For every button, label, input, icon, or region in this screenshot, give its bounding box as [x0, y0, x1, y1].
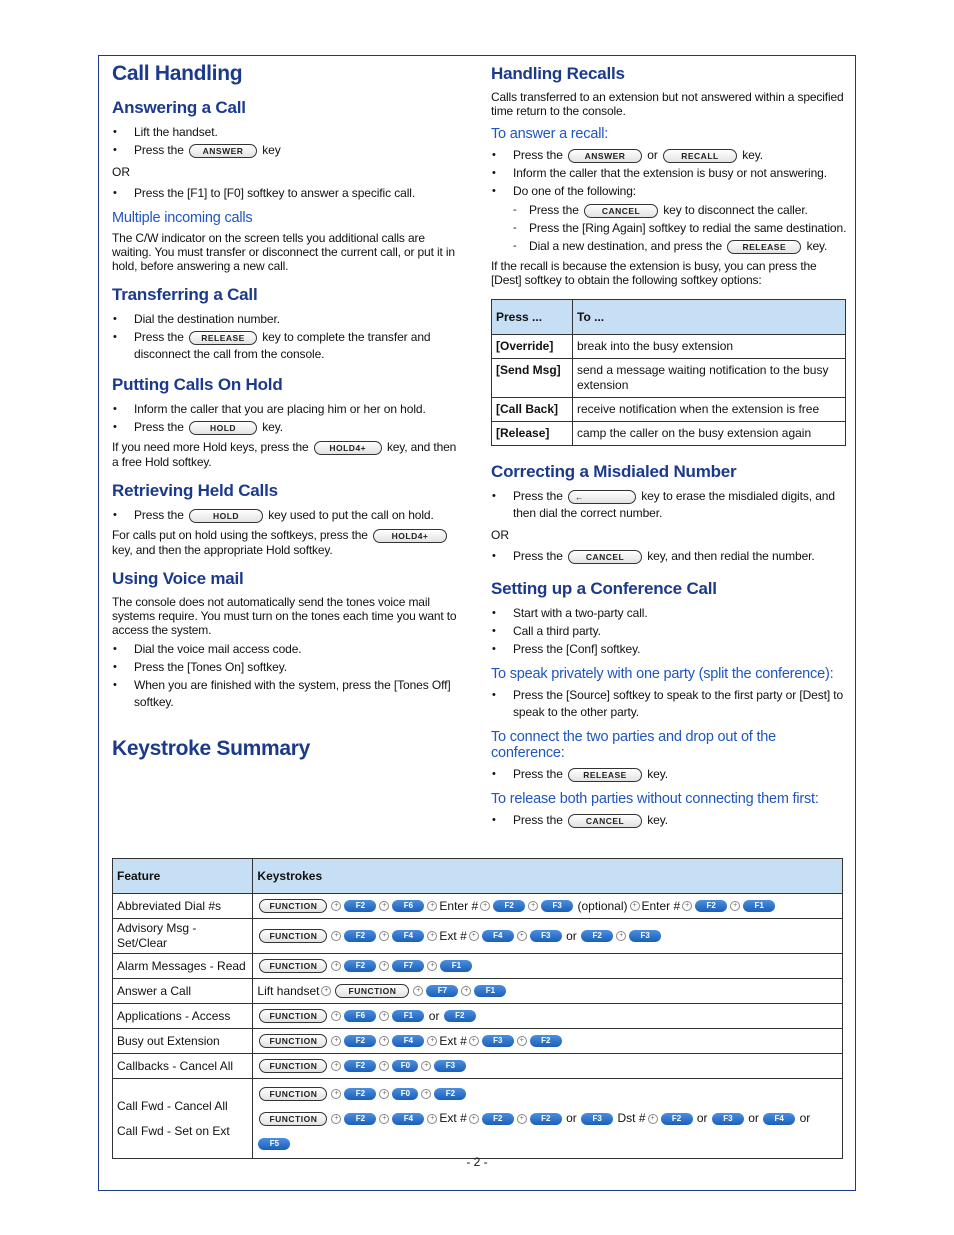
- table-row: Alarm Messages - Read FUNCTION + F2 + F7 + F1: [113, 954, 843, 979]
- keystroke-table: [112, 858, 843, 1159]
- transfer-heading: Transferring a Call: [112, 285, 258, 304]
- list-item: • Press the ANSWER key: [112, 142, 464, 159]
- left-column: [112, 62, 464, 773]
- list-item: • Dial the destination number.: [112, 311, 464, 328]
- table-row: [Release] camp the caller on the busy extension again: [492, 422, 846, 446]
- recalls-busy-text: If the recall is because the extension is busy, you can press the [Dest] softkey to obtain the following softkey options:: [491, 259, 817, 287]
- cancel-key: CANCEL: [584, 204, 658, 218]
- hold4-key: HOLD4+: [314, 441, 382, 455]
- list-item: • Do one of the following:: [491, 183, 847, 200]
- list-item: • Inform the caller that you are placing him or her on hold.: [112, 401, 464, 418]
- multiple-text: The C/W indicator on the screen tells you additional calls are waiting. You must transfer or disconnect the current call, or put it in hold, before answering a new call.: [112, 231, 455, 273]
- list-item: - Press the CANCEL key to disconnect the caller.: [511, 202, 847, 219]
- recalls-heading: Handling Recalls: [491, 64, 625, 83]
- page-title: Call Handling: [112, 62, 243, 85]
- misdial-heading: Correcting a Misdialed Number: [491, 462, 737, 481]
- answer-key: ANSWER: [189, 144, 257, 158]
- list-item: • Start with a two-party call.: [491, 605, 847, 622]
- list-item: • When you are finished with the system, press the [Tones Off] softkey.: [112, 677, 464, 711]
- table-row: Callbacks - Cancel All FUNCTION + F2 + F0 + F3: [113, 1054, 843, 1079]
- list-item: • Press the [Tones On] softkey.: [112, 659, 464, 676]
- list-item: • Press the HOLD key used to put the call on hold.: [112, 507, 464, 524]
- table-row: Call Fwd - Cancel All Call Fwd - Set on Ext FUNCTION + F2 + F0 + F2 FUNCTION + F2 + F4 + Ext # + F2 + F2 or F3 Dst # + F2 or F3 or F4 or F5: [113, 1079, 843, 1159]
- recall-key: RECALL: [663, 149, 737, 163]
- table-header: Feature: [113, 859, 253, 894]
- list-item: • Press the [F1] to [F0] softkey to answer a specific call.: [112, 185, 464, 202]
- hold-text: If you need more Hold keys, press the HOLD4+ key, and then a free Hold softkey.: [112, 440, 457, 469]
- multiple-heading: Multiple incoming calls: [112, 210, 253, 226]
- release-key: RELEASE: [189, 331, 257, 345]
- table-row: Applications - Access FUNCTION + F6 + F1 or F2: [113, 1004, 843, 1029]
- release-key: RELEASE: [727, 240, 801, 254]
- table-header: To ...: [573, 300, 846, 335]
- list-item: • Lift the handset.: [112, 124, 464, 141]
- list-item: • Inform the caller that the extension is busy or not answering.: [491, 165, 847, 182]
- connect-heading: To connect the two parties and drop out of the conference:: [491, 729, 777, 761]
- answer-key: ANSWER: [568, 149, 642, 163]
- recalls-text: Calls transferred to an extension but not answered within a specified time return to the console.: [491, 90, 844, 118]
- or-text: OR: [491, 528, 509, 542]
- conference-heading: Setting up a Conference Call: [491, 579, 717, 598]
- recall-subheading: To answer a recall:: [491, 126, 609, 142]
- list-item: • Press the RELEASE key.: [491, 766, 847, 783]
- back-arrow-key: ←: [568, 490, 636, 504]
- list-item: - Dial a new destination, and press the RELEASE key.: [511, 238, 847, 255]
- hold-key: HOLD: [189, 509, 263, 523]
- table-header: Keystrokes: [253, 859, 843, 894]
- hold-key: HOLD: [189, 421, 257, 435]
- voicemail-heading: Using Voice mail: [112, 568, 244, 588]
- table-row: Busy out Extension FUNCTION + F2 + F4 + Ext # + F3 + F2: [113, 1029, 843, 1054]
- list-item: • Call a third party.: [491, 623, 847, 640]
- release-key: RELEASE: [568, 768, 642, 782]
- table-row: [Send Msg] send a message waiting notification to the busy extension: [492, 359, 846, 398]
- list-item: • Press the ← key to erase the misdialed digits, and then dial the correct number.: [491, 488, 847, 522]
- table-row: Abbreviated Dial #s FUNCTION + F2 + F6 + Enter # + F2 + F3 (optional) + Enter # + F2 + F1: [113, 894, 843, 919]
- retrieve-text: For calls put on hold using the softkeys, press the HOLD4+ key, and then the appropriate Hold softkey.: [112, 528, 464, 557]
- cancel-key: CANCEL: [568, 814, 642, 828]
- list-item: • Press the ANSWER or RECALL key.: [491, 147, 847, 164]
- table-row: Advisory Msg - Set/Clear FUNCTION + F2 + F4 + Ext # + F4 + F3 or F2 + F3: [113, 919, 843, 954]
- split-heading: To speak privately with one party (split the conference):: [491, 666, 834, 682]
- page-number: - 2 -: [466, 1155, 488, 1169]
- recall-options-table: [491, 299, 846, 446]
- list-item: • Press the [Source] softkey to speak to the first party or [Dest] to speak to the other party.: [491, 687, 847, 721]
- right-column: [491, 62, 847, 831]
- list-item: • Press the [Conf] softkey.: [491, 641, 847, 658]
- hold-heading: Putting Calls On Hold: [112, 375, 283, 394]
- answering-heading: Answering a Call: [112, 98, 246, 117]
- keystroke-summary-title: Keystroke Summary: [112, 736, 310, 760]
- hold4-key: HOLD4+: [373, 529, 447, 543]
- table-header: Press ...: [492, 300, 573, 335]
- list-item: • Press the HOLD key.: [112, 419, 464, 436]
- list-item: • Press the CANCEL key, and then redial the number.: [491, 548, 847, 565]
- retrieve-heading: Retrieving Held Calls: [112, 480, 278, 500]
- list-item: - Press the [Ring Again] softkey to redial the same destination.: [511, 220, 847, 237]
- list-item: • Dial the voice mail access code.: [112, 641, 464, 658]
- or-text: OR: [112, 165, 130, 179]
- list-item: • Press the RELEASE key to complete the transfer and disconnect the call from the console.: [112, 329, 464, 363]
- cancel-key: CANCEL: [568, 550, 642, 564]
- release-both-heading: To release both parties without connecting them first:: [491, 791, 819, 807]
- table-row: [Call Back] receive notification when the extension is free: [492, 398, 846, 422]
- table-row: Answer a Call Lift handset + FUNCTION + F7 + F1: [113, 979, 843, 1004]
- list-item: • Press the CANCEL key.: [491, 812, 847, 829]
- table-row: [Override] break into the busy extension: [492, 335, 846, 359]
- voicemail-text: The console does not automatically send the tones voice mail systems require. You must turn on the tones each time you want to access the system.: [112, 594, 457, 637]
